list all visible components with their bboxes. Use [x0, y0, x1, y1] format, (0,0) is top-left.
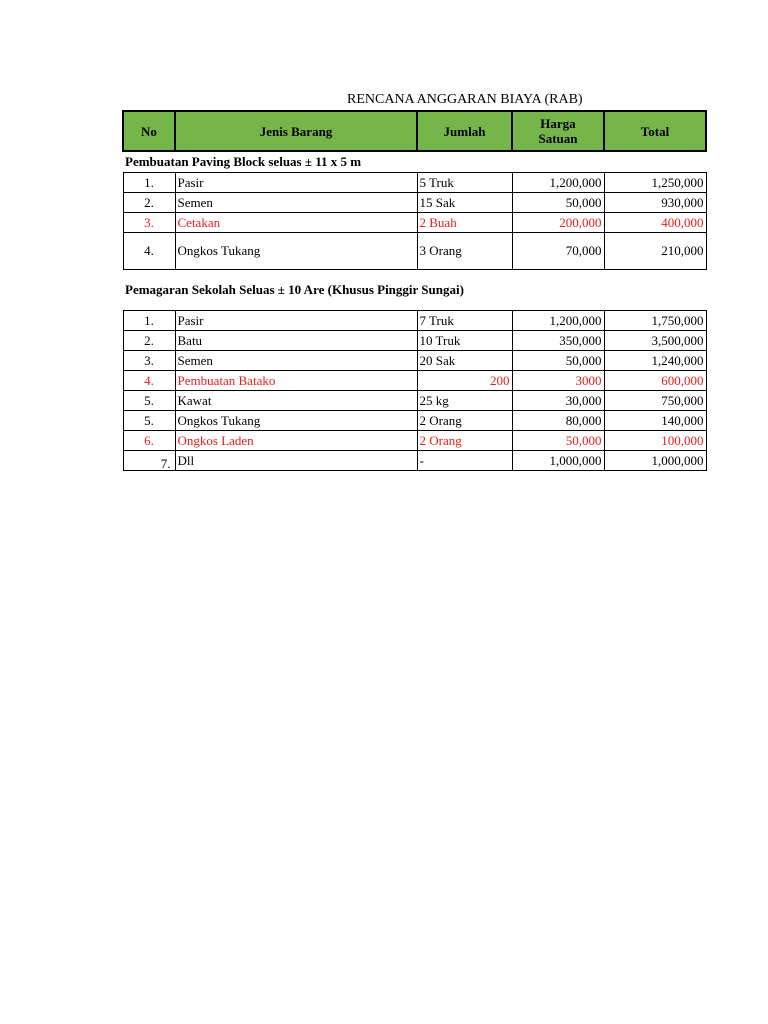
- table-row: [123, 351, 706, 371]
- table-row: [123, 311, 706, 331]
- cell-jumlah: 200: [417, 371, 512, 391]
- cell-no: 3.: [123, 351, 175, 371]
- cell-harga: 80,000: [512, 411, 604, 431]
- section-1-title: Pembuatan Paving Block seluas ± 11 x 5 m: [125, 154, 362, 169]
- cell-no: 4.: [123, 371, 175, 391]
- spacer-cell: [123, 300, 706, 311]
- cell-total: 750,000: [604, 391, 706, 411]
- cell-no: 1.: [123, 311, 175, 331]
- cell-jumlah: 3 Orang: [417, 233, 512, 270]
- cell-total: 1,000,000: [604, 451, 706, 471]
- table-row: [123, 331, 706, 351]
- cell-jumlah: 2 Buah: [417, 213, 512, 233]
- header-jenis-barang: Jenis Barang: [175, 111, 417, 151]
- cell-jumlah: 15 Sak: [417, 193, 512, 213]
- cell-jumlah: 2 Orang: [417, 431, 512, 451]
- cell-jumlah: -: [417, 451, 512, 471]
- cell-jenis: Ongkos Tukang: [175, 411, 417, 431]
- table-row: [123, 371, 706, 391]
- spacer-row: [123, 300, 706, 311]
- cell-no: 2.: [123, 193, 175, 213]
- cell-jenis: Ongkos Laden: [175, 431, 417, 451]
- cell-no: 5.: [123, 391, 175, 411]
- cell-jumlah: 5 Truk: [417, 173, 512, 193]
- cell-jenis: Semen: [175, 193, 417, 213]
- cell-harga: 50,000: [512, 351, 604, 371]
- table-row: [123, 173, 706, 193]
- cell-jenis: Kawat: [175, 391, 417, 411]
- table-header-row: [123, 111, 706, 151]
- cell-no: 5.: [123, 411, 175, 431]
- spacer-row: [123, 270, 706, 281]
- cell-jenis: Cetakan: [175, 213, 417, 233]
- cell-no-text: 7.: [160, 455, 171, 471]
- cell-jenis: Pasir: [175, 173, 417, 193]
- cell-jumlah: 2 Orang: [417, 411, 512, 431]
- header-total: Total: [604, 111, 706, 151]
- cell-jenis: Ongkos Tukang: [175, 233, 417, 270]
- cell-no: 1.: [123, 173, 175, 193]
- cell-jenis: Pasir: [175, 311, 417, 331]
- cell-jenis: Semen: [175, 351, 417, 371]
- cell-harga: 1,000,000: [512, 451, 604, 471]
- cell-no: 6.: [123, 431, 175, 451]
- table-row: [123, 391, 706, 411]
- section-title-row: [123, 280, 706, 300]
- cell-no: 3.: [123, 213, 175, 233]
- cell-harga: 50,000: [512, 431, 604, 451]
- cell-total: 1,750,000: [604, 311, 706, 331]
- cell-total: 600,000: [604, 371, 706, 391]
- section-title-row: [123, 151, 706, 173]
- cell-total: 1,250,000: [604, 173, 706, 193]
- cell-harga: 350,000: [512, 331, 604, 351]
- cell-total: 3,500,000: [604, 331, 706, 351]
- header-jumlah: Jumlah: [417, 111, 512, 151]
- cell-jumlah: 25 kg: [417, 391, 512, 411]
- spacer-cell: [123, 270, 706, 281]
- cell-total: 400,000: [604, 213, 706, 233]
- cell-harga: 1,200,000: [512, 173, 604, 193]
- cell-total: 1,240,000: [604, 351, 706, 371]
- table-row: [123, 193, 706, 213]
- cell-no: 4.: [123, 233, 175, 270]
- cell-total: 140,000: [604, 411, 706, 431]
- cell-jumlah: 10 Truk: [417, 331, 512, 351]
- cell-total: 100,000: [604, 431, 706, 451]
- cell-jumlah: 20 Sak: [417, 351, 512, 371]
- cell-no: [123, 451, 175, 471]
- cell-harga: 30,000: [512, 391, 604, 411]
- cell-jenis: Dll: [175, 451, 417, 471]
- header-no: No: [123, 111, 175, 151]
- cell-harga: 1,200,000: [512, 311, 604, 331]
- cell-no: 2.: [123, 331, 175, 351]
- cell-jumlah: 7 Truk: [417, 311, 512, 331]
- section-2-title: Pemagaran Sekolah Seluas ± 10 Are (Khusus Pinggir Sungai): [125, 282, 464, 297]
- cell-total: 930,000: [604, 193, 706, 213]
- cell-jenis: Pembuatan Batako: [175, 371, 417, 391]
- rab-table: [122, 110, 707, 471]
- table-row: [123, 233, 706, 270]
- cell-jenis: Batu: [175, 331, 417, 351]
- cell-harga: 3000: [512, 371, 604, 391]
- cell-total: 210,000: [604, 233, 706, 270]
- table-row: [123, 451, 706, 471]
- header-harga-satuan: Harga Satuan: [512, 111, 604, 151]
- table-row: [123, 431, 706, 451]
- cell-harga: 200,000: [512, 213, 604, 233]
- cell-harga: 50,000: [512, 193, 604, 213]
- page-title: RENCANA ANGGARAN BIAYA (RAB): [347, 92, 583, 107]
- cell-harga: 70,000: [512, 233, 604, 270]
- table-row: [123, 411, 706, 431]
- table-row: [123, 213, 706, 233]
